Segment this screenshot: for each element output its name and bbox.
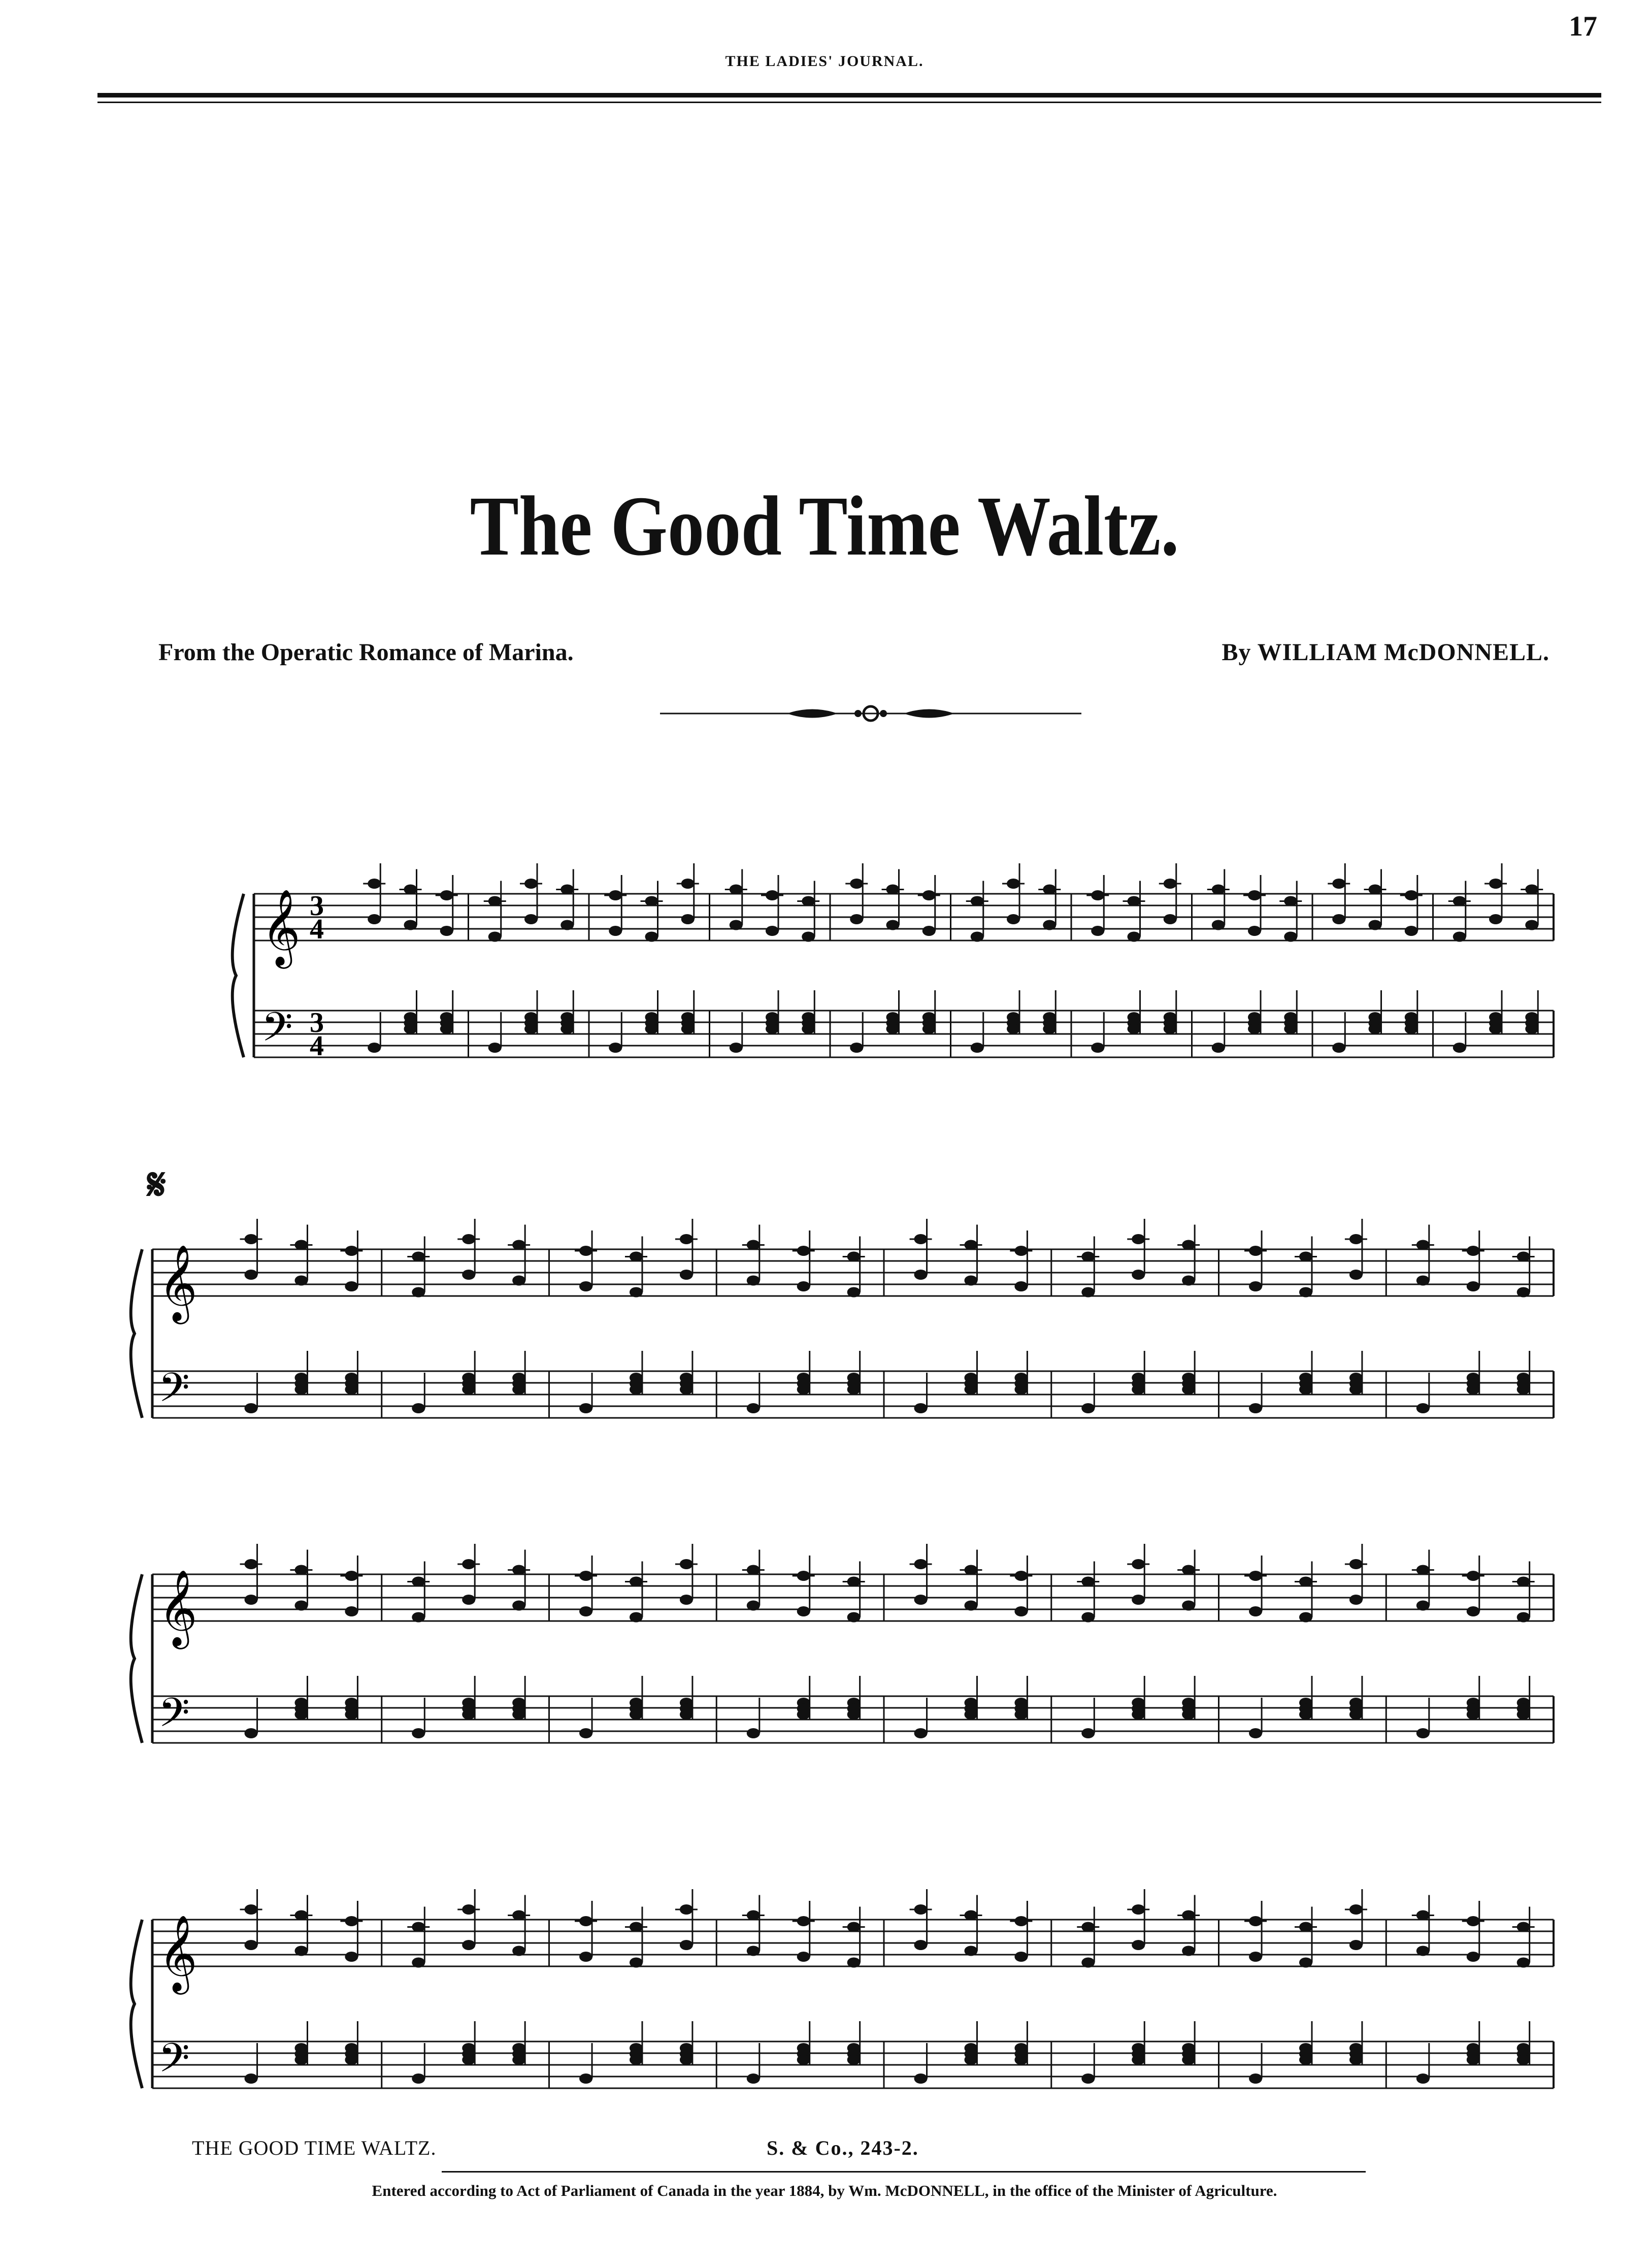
note-head (294, 2055, 308, 2065)
note-head (294, 1601, 308, 1611)
note-head (964, 2055, 977, 2065)
note-head (1014, 1281, 1028, 1291)
note-head (1249, 2073, 1262, 2084)
note-head (802, 1024, 815, 1034)
note-head (462, 1270, 475, 1280)
note-head (1182, 1384, 1195, 1395)
note-head (609, 1043, 622, 1053)
note-head (914, 1728, 928, 1738)
note-head (630, 1384, 643, 1395)
note-head (488, 932, 502, 942)
note-head (1091, 1043, 1104, 1053)
source-line: From the Operatic Romance of Marina. (158, 639, 574, 666)
note-head (1081, 1612, 1095, 1623)
note-head (971, 932, 984, 942)
note-head (345, 1384, 358, 1395)
note-head (730, 920, 743, 930)
note-head (1299, 2055, 1312, 2065)
brace (131, 1920, 142, 2088)
note-head (797, 1709, 810, 1720)
note-head (630, 1612, 643, 1623)
note-head (922, 1024, 936, 1034)
note-head (1014, 2055, 1028, 2065)
note-head (1249, 1952, 1262, 1962)
note-head (462, 1595, 475, 1605)
note-head (245, 2073, 258, 2084)
note-head (847, 2055, 861, 2065)
note-head (368, 1043, 381, 1053)
note-head (294, 1384, 308, 1395)
note-head (645, 932, 658, 942)
note-head (914, 1940, 928, 1950)
note-head (1517, 1612, 1530, 1623)
note-head (1525, 1024, 1538, 1034)
time-signature-denominator: 4 (310, 1030, 324, 1062)
note-head (345, 1281, 358, 1291)
note-head (368, 914, 381, 924)
copyright-notice: Entered according to Act of Parliament of Canada in the year 1884, by Wm. McDONNELL, in the office of the Minister of Agriculture. (372, 2182, 1277, 2199)
note-head (1369, 1024, 1382, 1034)
note-head (1182, 1601, 1195, 1611)
note-head (914, 1403, 928, 1413)
note-head (747, 1601, 760, 1611)
note-head (681, 914, 695, 924)
note-head (1132, 1384, 1145, 1395)
note-head (850, 914, 863, 924)
note-head (579, 2073, 592, 2084)
note-head (412, 1612, 425, 1623)
music-system-intro (0, 838, 1649, 1102)
note-head (1249, 1606, 1262, 1616)
note-head (1517, 1384, 1530, 1395)
note-head (579, 1281, 592, 1291)
note-head (462, 1384, 475, 1395)
bass-clef-icon: 𝄢 (261, 1003, 293, 1060)
note-head (964, 1384, 977, 1395)
note-head (1299, 1709, 1312, 1720)
note-head (1212, 920, 1225, 930)
note-head (1081, 1287, 1095, 1298)
note-head (1182, 1276, 1195, 1286)
note-head (345, 1606, 358, 1616)
note-head (630, 1958, 643, 1968)
music-system-1 (0, 1188, 1649, 1473)
note-head (1517, 1287, 1530, 1298)
music-system-2 (0, 1513, 1649, 1798)
note-head (345, 2055, 358, 2065)
note-head (462, 1709, 475, 1720)
plate-number: S. & Co., 243-2. (767, 2136, 919, 2159)
note-head (245, 1595, 258, 1605)
note-head (747, 1403, 760, 1413)
footer-rule (442, 2171, 1366, 2173)
note-head (797, 1606, 810, 1616)
note-head (245, 1403, 258, 1413)
time-signature-numerator: 3 (310, 890, 324, 922)
brace (233, 894, 244, 1057)
note-head (922, 926, 936, 936)
treble-clef-icon: 𝄞 (158, 1244, 197, 1321)
note-head (747, 1728, 760, 1738)
treble-clef-icon: 𝄞 (261, 888, 301, 965)
note-head (1416, 1276, 1430, 1286)
note-head (847, 1612, 861, 1623)
music-system-3 (0, 1859, 1649, 2143)
note-head (1416, 1601, 1430, 1611)
header-rule-thin (97, 102, 1601, 103)
note-head (797, 1952, 810, 1962)
note-head (914, 2073, 928, 2084)
ornament-divider (660, 701, 1081, 726)
note-head (1043, 920, 1056, 930)
piece-title: The Good Time Waltz. (470, 479, 1179, 573)
note-head (1467, 1384, 1480, 1395)
note-head (412, 1403, 425, 1413)
note-head (680, 1709, 693, 1720)
note-head (512, 1601, 525, 1611)
note-head (1299, 1958, 1312, 1968)
note-head (1132, 1270, 1145, 1280)
note-head (802, 932, 815, 942)
note-head (964, 1276, 977, 1286)
note-head (488, 1043, 502, 1053)
note-head (847, 1958, 861, 1968)
note-head (1164, 914, 1177, 924)
note-head (579, 1606, 592, 1616)
note-head (462, 1940, 475, 1950)
note-head (1007, 914, 1020, 924)
note-head (1249, 1281, 1262, 1291)
note-head (1212, 1043, 1225, 1053)
note-head (1517, 2055, 1530, 2065)
note-head (747, 2073, 760, 2084)
note-head (680, 1940, 693, 1950)
note-head (645, 1024, 658, 1034)
note-head (1467, 1952, 1480, 1962)
time-signature-numerator: 3 (310, 1007, 324, 1039)
note-head (1299, 1287, 1312, 1298)
note-head (1467, 1606, 1480, 1616)
note-head (1299, 1384, 1312, 1395)
note-head (1299, 1612, 1312, 1623)
note-head (1332, 1043, 1345, 1053)
note-head (1405, 1024, 1418, 1034)
note-head (512, 2055, 525, 2065)
note-head (747, 1276, 760, 1286)
note-head (914, 1270, 928, 1280)
time-signature-denominator: 4 (310, 914, 324, 945)
note-head (1284, 1024, 1297, 1034)
note-head (1128, 932, 1141, 942)
note-head (630, 2055, 643, 2065)
note-head (1132, 2055, 1145, 2065)
bass-clef-icon: 𝄢 (158, 1689, 190, 1746)
treble-clef-icon: 𝄞 (158, 1569, 197, 1646)
note-head (1081, 2073, 1095, 2084)
note-head (1416, 2073, 1430, 2084)
header-rule-thick (97, 93, 1601, 98)
note-head (404, 920, 417, 930)
note-head (294, 1709, 308, 1720)
note-head (1349, 1709, 1363, 1720)
note-head (245, 1728, 258, 1738)
note-head (847, 1384, 861, 1395)
note-head (797, 2055, 810, 2065)
note-head (1453, 932, 1466, 942)
note-head (1182, 1946, 1195, 1956)
page-number: 17 (1569, 11, 1597, 42)
note-head (294, 1276, 308, 1286)
note-head (1349, 2055, 1363, 2065)
note-head (886, 920, 900, 930)
note-head (345, 1952, 358, 1962)
note-head (1467, 1281, 1480, 1291)
note-head (847, 1709, 861, 1720)
note-head (1416, 1728, 1430, 1738)
note-head (1043, 1024, 1056, 1034)
note-head (560, 1024, 574, 1034)
note-head (412, 2073, 425, 2084)
segno-sign: 𝄋 (147, 1160, 166, 1209)
note-head (1249, 1728, 1262, 1738)
note-head (1014, 1606, 1028, 1616)
note-head (1517, 1709, 1530, 1720)
note-head (1416, 1403, 1430, 1413)
note-head (1405, 926, 1418, 936)
note-head (512, 1709, 525, 1720)
note-head (579, 1952, 592, 1962)
note-head (1081, 1958, 1095, 1968)
note-head (1248, 926, 1261, 936)
note-head (524, 914, 538, 924)
note-head (1349, 1595, 1363, 1605)
note-head (964, 1946, 977, 1956)
note-head (1248, 1024, 1261, 1034)
note-head (971, 1043, 984, 1053)
note-head (1014, 1384, 1028, 1395)
note-head (680, 1595, 693, 1605)
note-head (1416, 1946, 1430, 1956)
note-head (579, 1728, 592, 1738)
note-head (1182, 2055, 1195, 2065)
note-head (1453, 1043, 1466, 1053)
bass-clef-icon: 𝄢 (158, 1364, 190, 1421)
note-head (512, 1384, 525, 1395)
note-head (524, 1024, 538, 1034)
note-head (1517, 1958, 1530, 1968)
note-head (1489, 914, 1502, 924)
note-head (245, 1940, 258, 1950)
note-head (847, 1287, 861, 1298)
note-head (681, 1024, 695, 1034)
note-head (345, 1709, 358, 1720)
note-head (914, 1595, 928, 1605)
note-head (1091, 926, 1104, 936)
note-head (886, 1024, 900, 1034)
note-head (850, 1043, 863, 1053)
note-head (1014, 1952, 1028, 1962)
note-head (412, 1287, 425, 1298)
note-head (630, 1287, 643, 1298)
note-head (1132, 1709, 1145, 1720)
note-head (412, 1958, 425, 1968)
note-head (766, 1024, 779, 1034)
note-head (1081, 1403, 1095, 1413)
note-head (1182, 1709, 1195, 1720)
note-head (630, 1709, 643, 1720)
note-head (1349, 1384, 1363, 1395)
note-head (440, 926, 453, 936)
note-head (560, 920, 574, 930)
note-head (579, 1403, 592, 1413)
note-head (1081, 1728, 1095, 1738)
note-head (1525, 920, 1538, 930)
note-head (512, 1946, 525, 1956)
note-head (747, 1946, 760, 1956)
note-head (294, 1946, 308, 1956)
note-head (964, 1709, 977, 1720)
note-head (766, 926, 779, 936)
note-head (1164, 1024, 1177, 1034)
note-head (797, 1281, 810, 1291)
note-head (680, 1270, 693, 1280)
note-head (1132, 1940, 1145, 1950)
note-head (440, 1024, 453, 1034)
note-head (1467, 2055, 1480, 2065)
note-head (1332, 914, 1345, 924)
running-head: THE LADIES' JOURNAL. (725, 53, 924, 70)
note-head (412, 1728, 425, 1738)
note-head (1249, 1403, 1262, 1413)
note-head (1489, 1024, 1502, 1034)
note-head (680, 1384, 693, 1395)
note-head (1284, 932, 1297, 942)
note-head (609, 926, 622, 936)
note-head (462, 2055, 475, 2065)
note-head (1014, 1709, 1028, 1720)
note-head (1467, 1709, 1480, 1720)
note-head (1369, 920, 1382, 930)
composer-line: By WILLIAM McDONNELL. (1222, 639, 1549, 666)
note-head (964, 1601, 977, 1611)
footer-running-title: THE GOOD TIME WALTZ. (192, 2136, 437, 2159)
note-head (1132, 1595, 1145, 1605)
note-head (404, 1024, 417, 1034)
brace (131, 1249, 142, 1418)
note-head (512, 1276, 525, 1286)
note-head (797, 1384, 810, 1395)
bass-clef-icon: 𝄢 (158, 2034, 190, 2091)
note-head (1349, 1270, 1363, 1280)
treble-clef-icon: 𝄞 (158, 1914, 197, 1991)
note-head (680, 2055, 693, 2065)
note-head (1128, 1024, 1141, 1034)
note-head (730, 1043, 743, 1053)
brace (131, 1574, 142, 1743)
note-head (1007, 1024, 1020, 1034)
note-head (245, 1270, 258, 1280)
note-head (1349, 1940, 1363, 1950)
